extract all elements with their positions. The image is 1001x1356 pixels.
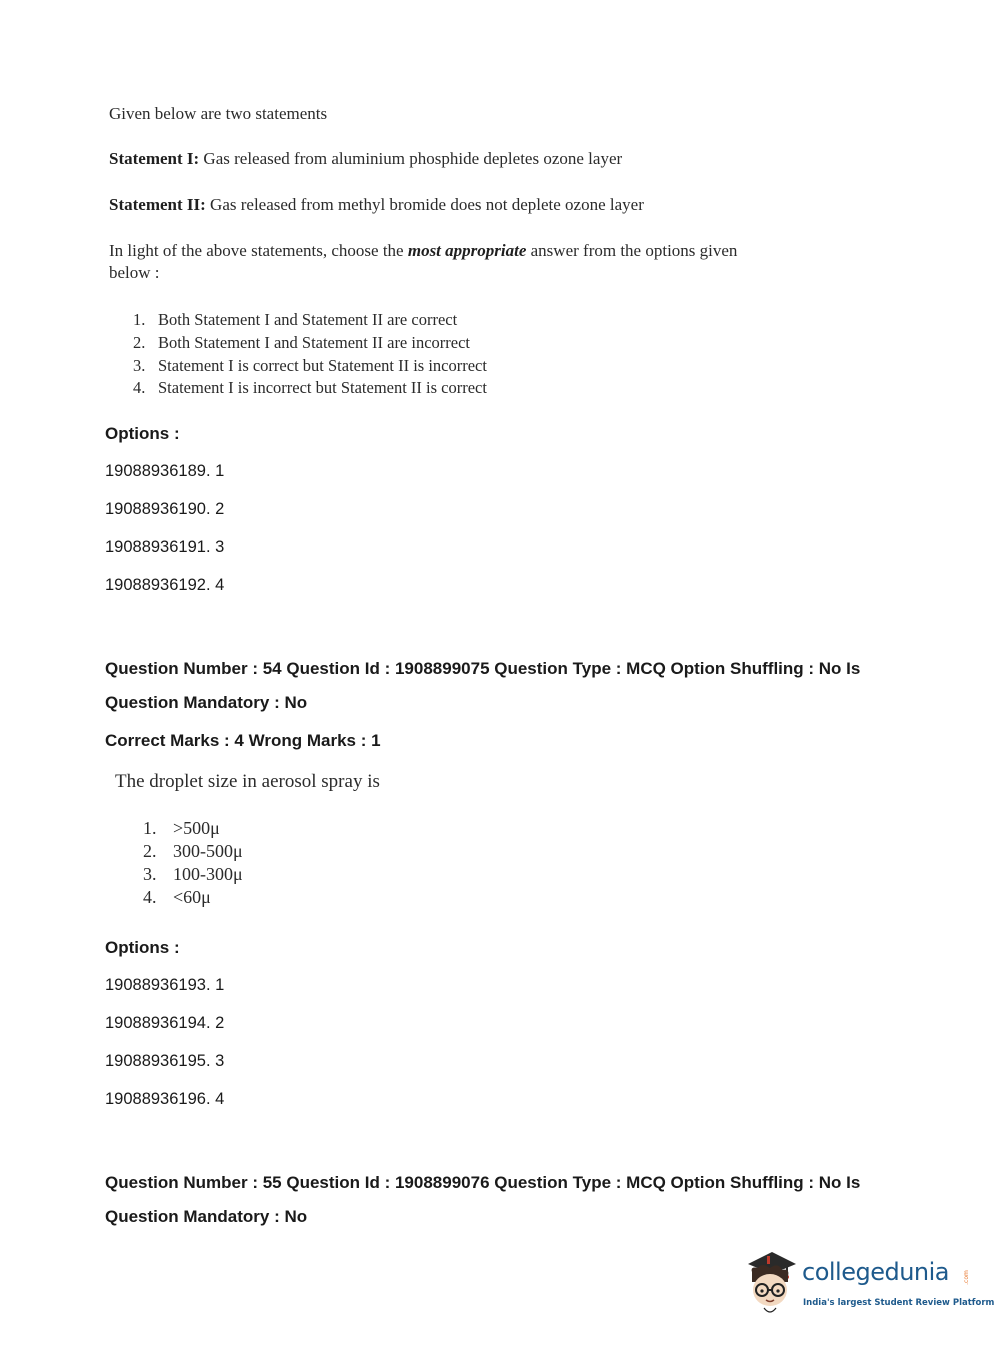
q55-meta-line-1: Question Number : 55 Question Id : 1908899076 Question Type : MCQ Option Shuffling : No Is <box>105 1173 861 1192</box>
q54-options-heading: Options : <box>105 938 180 957</box>
q54-choice <box>143 863 243 886</box>
q54-meta-line-1: Question Number : 54 Question Id : 1908899075 Question Type : MCQ Option Shuffling : No Is <box>105 659 861 678</box>
instruction-emphasis: most appropriate <box>407 241 527 260</box>
choice-text: Both Statement I and Statement II are correct <box>158 310 458 329</box>
choice-number: 3. <box>133 355 146 375</box>
q54-choice <box>143 886 243 909</box>
mascot-icon <box>742 1250 800 1320</box>
q54-option-id: 19088936193. 1 <box>105 976 225 994</box>
q54-option-id: 19088936195. 3 <box>105 1052 225 1070</box>
choice-text: Statement I is incorrect but Statement II is correct <box>158 378 487 398</box>
statement-2-label: Statement II: <box>109 195 206 214</box>
q53-options-heading: Options : <box>105 424 180 443</box>
choice-number: 2. <box>133 332 146 352</box>
choice-text: Statement I is correct but Statement II is incorrect <box>158 355 487 375</box>
choice-number: 2. <box>143 841 157 861</box>
q53-option-id: 19088936189. 1 <box>105 462 225 480</box>
q53-option-id: 19088936190. 2 <box>105 500 225 518</box>
q54-option-id: 19088936196. 4 <box>105 1090 225 1108</box>
q53-choice <box>133 377 487 400</box>
q55-meta-line-2: Question Mandatory : No <box>105 1207 308 1226</box>
q54-stem: The droplet size in aerosol spray is <box>115 771 380 792</box>
q53-intro: Given below are two statements <box>109 104 328 123</box>
logo-brand-name: collegedunia <box>802 1258 950 1286</box>
choice-text: >500μ <box>173 818 220 838</box>
choice-text: 100-300μ <box>173 864 243 884</box>
instruction-pre: In light of the above statements, choose the <box>109 241 404 260</box>
choice-number: 3. <box>143 864 157 884</box>
q53-choice <box>133 355 487 378</box>
statement-1-label: Statement I: <box>109 149 200 168</box>
q53-statement-2 <box>109 194 644 216</box>
q54-choice <box>143 840 243 863</box>
choice-text: <60μ <box>173 887 211 907</box>
statement-1-text: Gas released from aluminium phosphide depletes ozone layer <box>203 149 623 168</box>
statement-2-text: Gas released from methyl bromide does not deplete ozone layer <box>210 195 644 214</box>
choice-number: 1. <box>133 310 146 329</box>
q54-meta-line-2: Question Mandatory : No <box>105 693 308 712</box>
choice-text: Both Statement I and Statement II are incorrect <box>158 332 471 352</box>
choice-text: 300-500μ <box>173 841 243 861</box>
q53-choice <box>133 309 487 332</box>
q53-statement-1 <box>109 148 622 170</box>
choice-number: 4. <box>133 378 146 398</box>
choice-number: 1. <box>143 818 157 838</box>
q53-instruction-line2: below : <box>109 263 160 282</box>
q53-choice <box>133 332 487 355</box>
q53-option-id: 19088936191. 3 <box>105 538 225 556</box>
q53-choice-list <box>133 309 487 400</box>
q54-option-id: 19088936194. 2 <box>105 1014 225 1032</box>
instruction-post: answer from the options given <box>530 241 738 260</box>
logo-com-suffix: .com <box>962 1270 970 1285</box>
q53-instruction <box>109 240 737 262</box>
q54-marks: Correct Marks : 4 Wrong Marks : 1 <box>105 731 381 750</box>
q53-option-id: 19088936192. 4 <box>105 576 225 594</box>
q54-choice <box>143 817 243 840</box>
collegedunia-logo[interactable] <box>742 1250 995 1320</box>
choice-number: 4. <box>143 887 157 907</box>
logo-tagline: India's largest Student Review Platform <box>803 1298 995 1308</box>
q54-choice-list <box>143 817 243 909</box>
